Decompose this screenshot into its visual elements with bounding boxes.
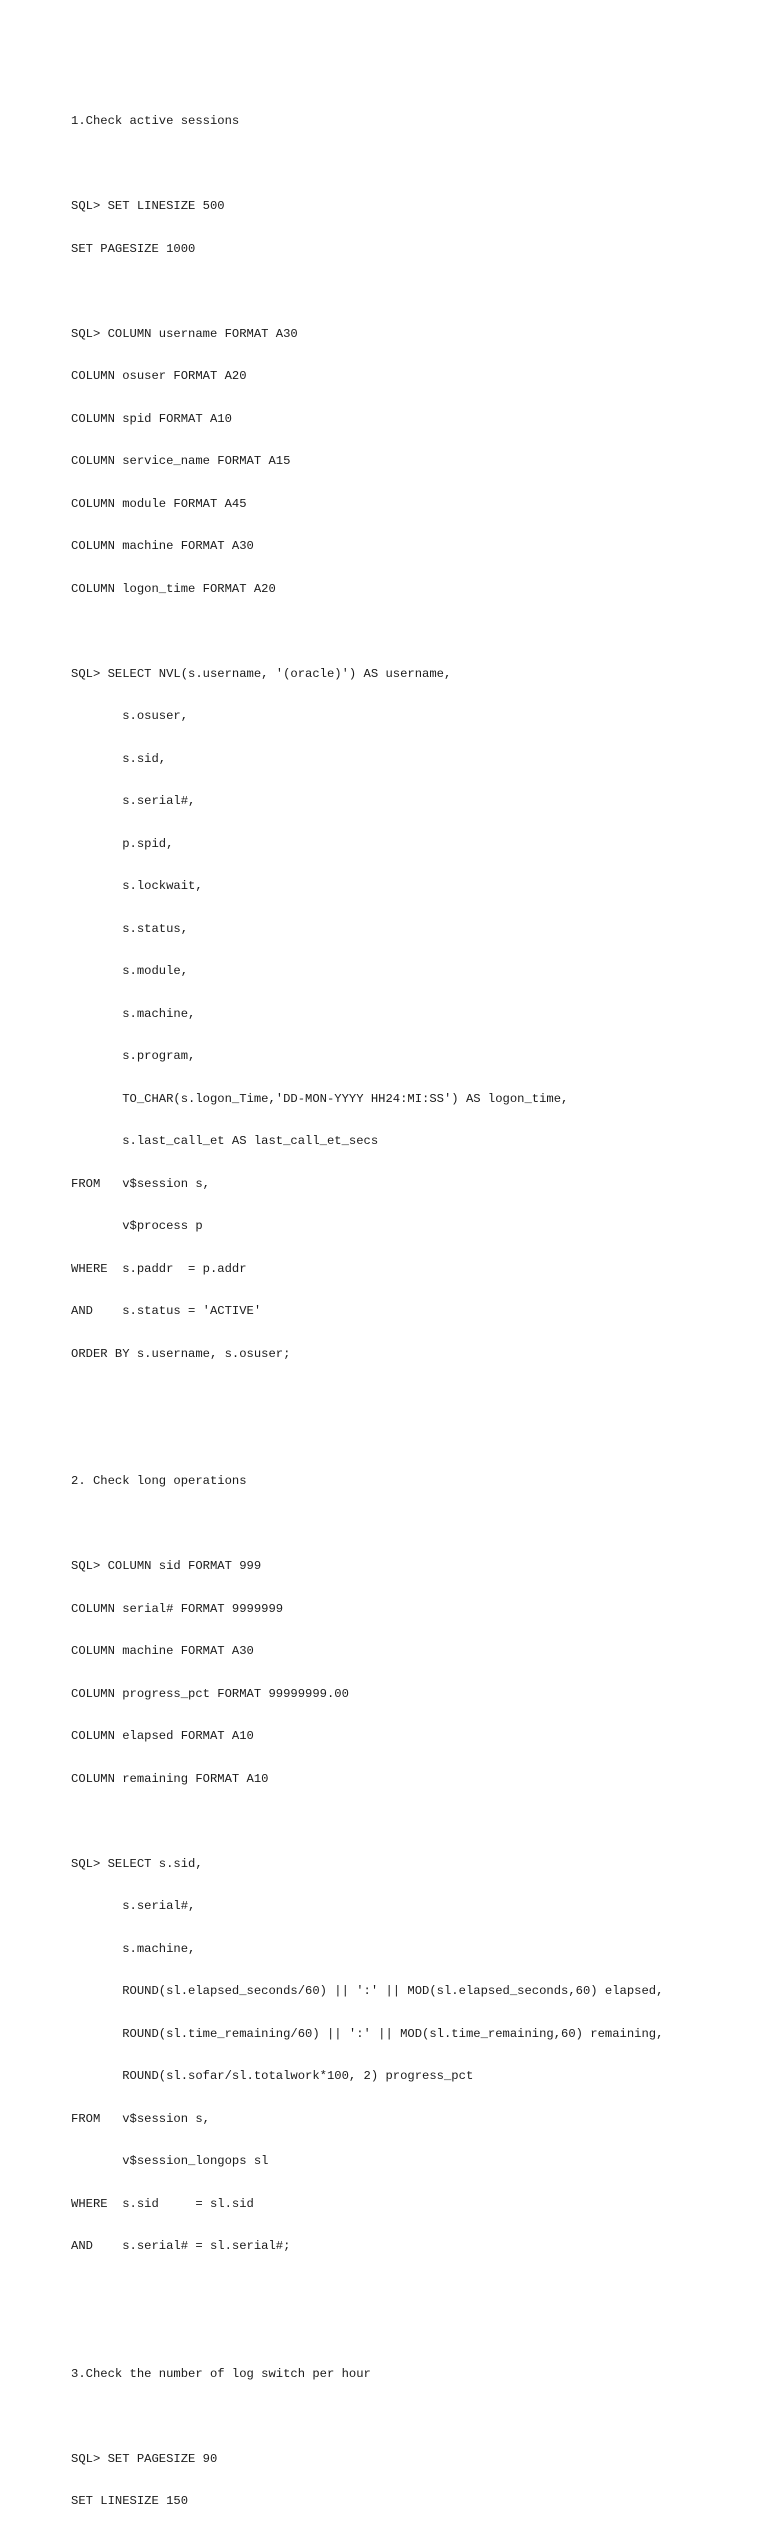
blank-line	[71, 157, 751, 172]
blank-line	[71, 2282, 751, 2297]
code-line: COLUMN service_name FORMAT A15	[71, 454, 291, 468]
code-line: COLUMN logon_time FORMAT A20	[71, 581, 276, 596]
blank-line	[71, 2409, 751, 2424]
blank-line	[71, 2324, 751, 2339]
blank-line	[71, 624, 751, 639]
code-line: COLUMN elapsed FORMAT A10	[71, 1729, 254, 1743]
code-line: FROM v$session s,	[71, 1176, 210, 1191]
code-line: v$process p	[71, 1219, 203, 1233]
blank-line	[71, 284, 751, 299]
code-line: COLUMN progress_pct FORMAT 99999999.00	[71, 1686, 349, 1701]
code-line: s.machine,	[71, 1941, 196, 1956]
code-line: WHERE s.paddr = p.addr	[71, 1261, 247, 1276]
document-page	[71, 86, 751, 2523]
code-line: SQL> SET PAGESIZE 90	[71, 2451, 218, 2466]
code-line: s.lockwait,	[71, 879, 203, 893]
code-line: SQL> SELECT NVL(s.username, '(oracle)') AS username,	[71, 666, 452, 681]
code-line: SET LINESIZE 150	[71, 2494, 189, 2508]
code-line: s.module,	[71, 964, 189, 978]
code-line: s.status,	[71, 921, 189, 936]
code-line: SQL> COLUMN username FORMAT A30	[71, 326, 298, 341]
code-line: AND s.serial# = sl.serial#;	[71, 2239, 291, 2253]
code-line: s.sid,	[71, 751, 167, 766]
code-line: s.last_call_et AS last_call_et_secs	[71, 1134, 379, 1148]
code-line: COLUMN remaining FORMAT A10	[71, 1771, 269, 1786]
code-line: COLUMN module FORMAT A45	[71, 496, 247, 511]
code-line: s.osuser,	[71, 709, 189, 723]
code-line: TO_CHAR(s.logon_Time,'DD-MON-YYYY HH24:MI:SS') AS logon_time,	[71, 1091, 569, 1106]
code-line: ORDER BY s.username, s.osuser;	[71, 1346, 291, 1361]
code-line: ROUND(sl.sofar/sl.totalwork*100, 2) progress_pct	[71, 2069, 474, 2083]
code-line: AND s.status = 'ACTIVE'	[71, 1304, 262, 1318]
code-line: s.program,	[71, 1049, 196, 1063]
code-line: p.spid,	[71, 836, 174, 851]
code-line: s.serial#,	[71, 1899, 196, 1913]
blank-line	[71, 1517, 751, 1532]
blank-line	[71, 1814, 751, 1829]
code-line: SQL> SELECT s.sid,	[71, 1856, 203, 1871]
code-line: WHERE s.sid = sl.sid	[71, 2196, 254, 2211]
code-line: FROM v$session s,	[71, 2111, 210, 2126]
code-line: SQL> COLUMN sid FORMAT 999	[71, 1559, 262, 1573]
code-line: COLUMN osuser FORMAT A20	[71, 369, 247, 383]
code-line: SQL> SET LINESIZE 500	[71, 199, 225, 213]
code-line: s.machine,	[71, 1006, 196, 1021]
blank-line	[71, 1432, 751, 1447]
code-line: SET PAGESIZE 1000	[71, 241, 196, 256]
code-line: COLUMN machine FORMAT A30	[71, 539, 254, 553]
code-line: ROUND(sl.time_remaining/60) || ':' || MOD(sl.time_remaining,60) remaining,	[71, 2026, 664, 2041]
heading-active-sessions: 1.Check active sessions	[71, 114, 240, 128]
code-line: COLUMN serial# FORMAT 9999999	[71, 1601, 284, 1616]
code-line: s.serial#,	[71, 794, 196, 808]
code-line: COLUMN machine FORMAT A30	[71, 1644, 254, 1658]
code-line: ROUND(sl.elapsed_seconds/60) || ':' || MOD(sl.elapsed_seconds,60) elapsed,	[71, 1984, 664, 1998]
heading-long-operations: 2. Check long operations	[71, 1474, 247, 1488]
code-line: COLUMN spid FORMAT A10	[71, 411, 232, 426]
blank-line	[71, 1389, 751, 1404]
heading-log-switch: 3.Check the number of log switch per hour	[71, 2366, 371, 2381]
code-line: v$session_longops sl	[71, 2154, 269, 2168]
